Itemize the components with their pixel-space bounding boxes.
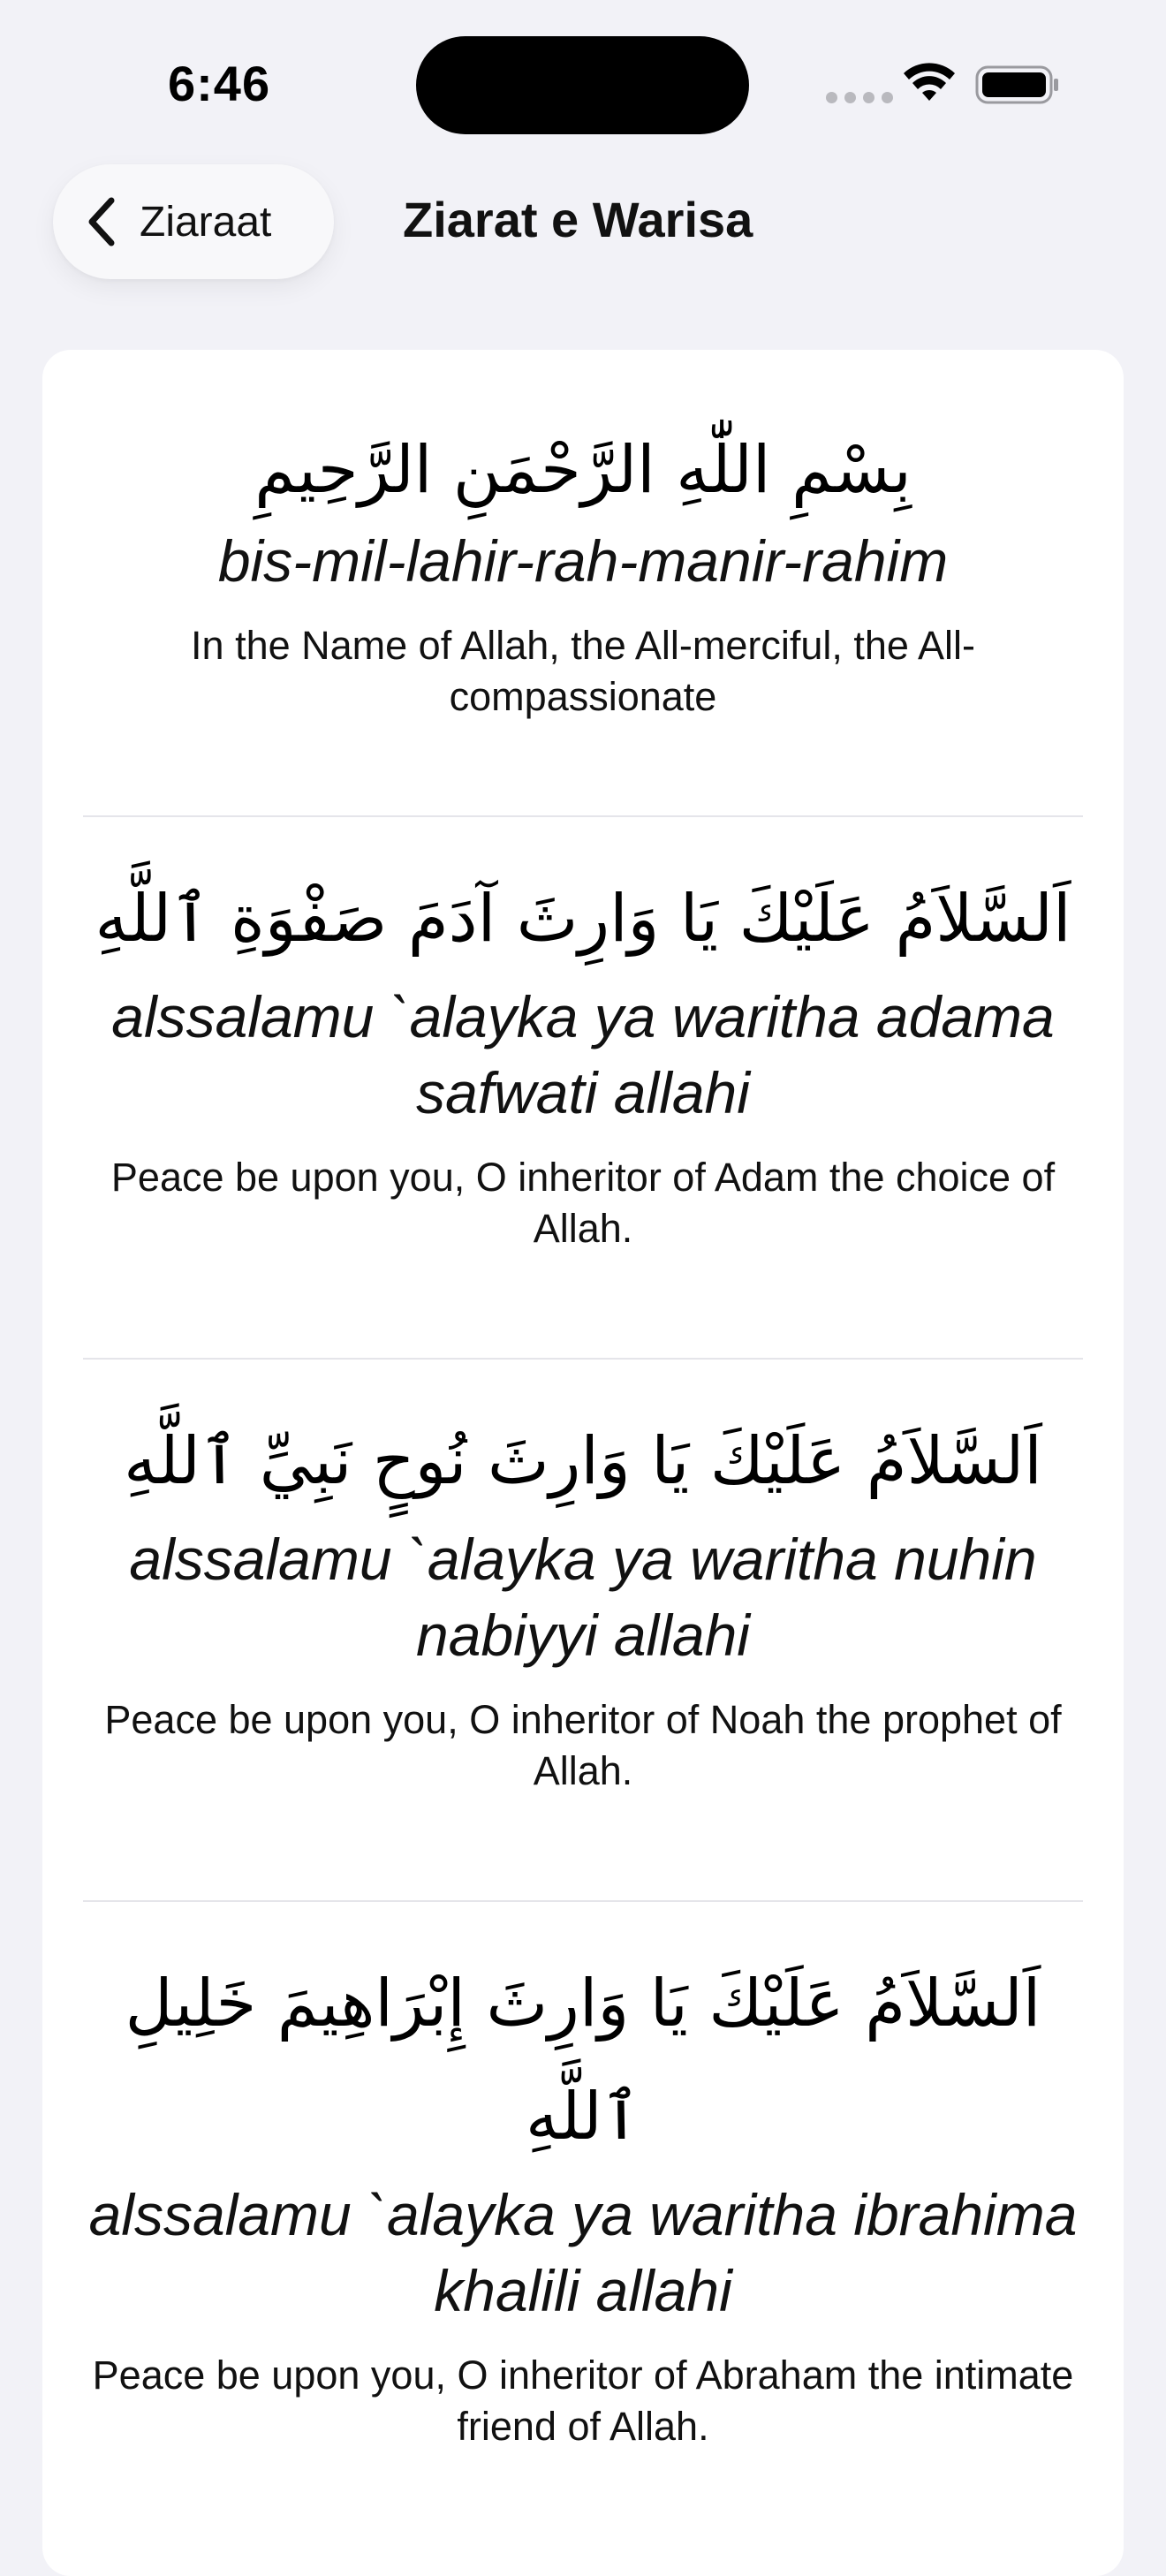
back-button[interactable] [53,164,334,279]
verse-arabic: اَلسَّلاَمُ عَلَيْكَ يَا وَارِثَ إِبْرَاهِيمَ خَلِيلِ ٱللَّهِ [125,1966,1041,2155]
verse-translation: In the Name of Allah, the All-merciful, the All-compassionate [191,623,975,719]
status-bar [0,0,1166,168]
ziarat-card [42,350,1124,2576]
verse-translation: Peace be upon you, O inheritor of Noah the prophet of Allah. [104,1697,1062,1793]
wifi-icon [903,62,956,104]
verse-translation: Peace be upon you, O inheritor of Adam the choice of Allah. [110,1155,1056,1251]
verse-translation: Peace be upon you, O inheritor of Abraham the intimate friend of Allah. [92,2352,1074,2449]
status-time: 6:46 [168,56,271,111]
verse-block [83,862,1083,1254]
verse-transliteration: alssalamu `alayka ya waritha nuhin nabiyyi allahi [129,1527,1037,1668]
back-button-label: Ziaraat [140,198,272,246]
verse-block [83,1405,1083,1797]
verse-arabic: اَلسَّلاَمُ عَلَيْكَ يَا وَارِثَ آدَمَ صَفْوَةِ ٱللَّهِ [95,881,1071,957]
chevron-left-icon [85,195,120,248]
battery-icon [975,65,1060,104]
verse-block [83,1947,1083,2452]
page-title: Ziarat e Warisa [403,192,753,247]
cellular-signal-icon [826,92,893,103]
verse-transliteration: alssalamu `alayka ya waritha adama safwati allahi [111,984,1055,1125]
divider [83,815,1083,817]
divider [83,1900,1083,1902]
dynamic-island [416,36,749,134]
verse-transliteration: alssalamu `alayka ya waritha ibrahima khalili allahi [88,2182,1078,2323]
verse-arabic: اَلسَّلاَمُ عَلَيْكَ يَا وَارِثَ نُوحٍ نَبِيِّ ٱللَّهِ [124,1423,1042,1499]
verse-arabic: بِسْمِ اللّٰهِ الرَّحْمَنِ الرَّحِيمِ [254,432,912,508]
verse-block [83,413,1083,723]
verse-transliteration: bis-mil-lahir-rah-manir-rahim [217,528,949,594]
divider [83,1358,1083,1360]
